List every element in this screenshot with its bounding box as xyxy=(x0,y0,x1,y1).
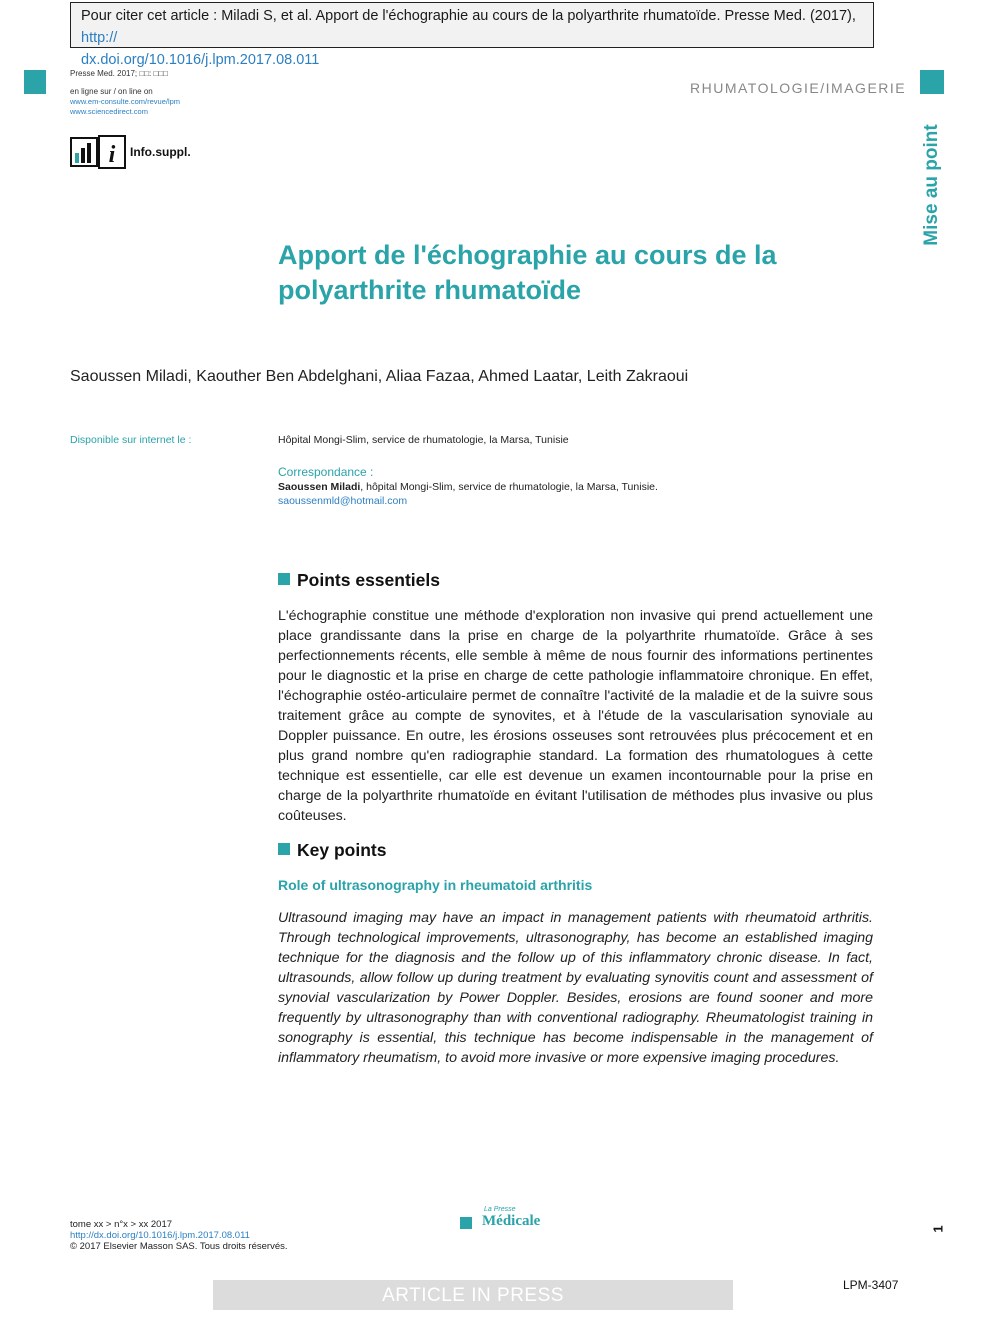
footer-meta xyxy=(70,1219,288,1252)
site-link-emc[interactable]: www.em-consulte.com/revue/lpm xyxy=(70,97,181,106)
article-title: Apport de l'échographie au cours de la polyarthrite rhumatoïde xyxy=(278,240,777,305)
svg-text:i: i xyxy=(108,142,116,168)
journal-logo xyxy=(460,1206,570,1234)
heading-square-icon xyxy=(278,843,290,855)
key-points-heading-text: Key points xyxy=(297,840,387,860)
points-essentiels-heading xyxy=(278,570,440,591)
category-label-text: Mise au point xyxy=(921,124,942,246)
corner-square-right xyxy=(920,70,944,94)
correspondence-address-text: , hôpital Mongi-Slim, service de rhumatologie, la Marsa, Tunisie. xyxy=(360,481,658,493)
footer-copyright: © 2017 Elsevier Masson SAS. Tous droits réservés. xyxy=(70,1241,288,1252)
points-essentiels-heading-text: Points essentiels xyxy=(297,570,440,590)
correspondence-email[interactable]: saoussenmld@hotmail.com xyxy=(278,495,408,507)
supplementary-info-label[interactable]: Info.suppl. xyxy=(130,145,191,159)
citation-doi-link-cont[interactable]: dx.doi.org/10.1016/j.lpm.2017.08.011 xyxy=(81,52,320,68)
supplementary-info-icon[interactable] xyxy=(70,135,126,169)
page-number xyxy=(926,1222,950,1236)
journal-issue: Presse Med. 2017; □□: □□□ xyxy=(70,69,168,78)
section-label: RHUMATOLOGIE/IMAGERIE xyxy=(690,80,907,96)
logo-small-text: La Presse xyxy=(484,1206,516,1213)
affiliation: Hôpital Mongi-Slim, service de rhumatologie, la Marsa, Tunisie xyxy=(278,434,569,446)
key-points-heading xyxy=(278,840,386,861)
correspondence-label: Correspondance : xyxy=(278,465,374,479)
footer-doi-link[interactable]: http://dx.doi.org/10.1016/j.lpm.2017.08.011 xyxy=(70,1230,250,1241)
heading-square-icon xyxy=(278,573,290,585)
footer-tome: tome xx > n°x > xx 2017 xyxy=(70,1219,173,1230)
correspondence-name: Saoussen Miladi xyxy=(278,481,361,493)
citation-text: Pour citer cet article : Miladi S, et al. Apport de l'échographie au cours de la polyarthrite rhumatoïde. Presse Med. (2017), xyxy=(81,8,856,24)
category-label xyxy=(906,120,958,250)
correspondence-address xyxy=(278,481,658,493)
logo-big-text: Médicale xyxy=(482,1213,541,1229)
online-label: en ligne sur / on line on xyxy=(70,87,153,96)
page-number-text: 1 xyxy=(930,1225,946,1233)
article-in-press-banner: ARTICLE IN PRESS xyxy=(213,1280,733,1310)
availability-label: Disponible sur internet le : xyxy=(70,434,192,446)
points-essentiels-text: L'échographie constitue une méthode d'exploration non invasive qui prend actuellement une place grandissante dans la prise en charge de la polyarthrite rhumatoïde. Grâce à ses perfectionnements récents, elle semble à même de nous fournir des informations pertinentes pour le diagnostic et la prise en charge de cette pathologie inflammatoire chronique. En effet, l'échographie ostéo-articulaire permet de connaître l'activité de la maladie et de la suivre sous traitement grâce au compte de synovites, et à l'étude de la vascularisation synoviale au Doppler puissance. En outre, les érosions osseuses sont retrouvées plus précocement et en plus grand nombre qu'en radiographie standard. La formation des rhumatologues à cette technique est essentielle, car elle est devenue un examen incontournable pour la prise en charge de la polyarthrite rhumatoïde en évitant l'utilisation de méthodes plus invasive ou plus coûteuses. xyxy=(278,608,873,824)
key-points-subtitle: Role of ultrasonography in rheumatoid arthritis xyxy=(278,877,593,893)
key-points-text: Ultrasound imaging may have an impact in management patients with rheumatoid arthritis. Through technological improvements, ultrasonography, has become an established imaging technique for the diagnosis and the follow up of this inflammatory chronic disease. In fact, ultrasounds, allow follow up during treatment by evaluating synovitis count and assessment of synovial vascularization by Power Doppler. Besides, erosions are found sooner and more frequently by ultrasonography than with conventional radiography. Rheumatologist training in sonography is essential, this technique has become indispensable in the management of inflammatory rheumatism, to avoid more invasive or more expensive imaging procedures. xyxy=(278,910,873,1066)
corner-square-left xyxy=(24,70,46,94)
journal-meta xyxy=(70,69,180,117)
citation-box xyxy=(70,2,874,68)
citation-doi-link[interactable]: http:// xyxy=(81,30,118,46)
author-list: Saoussen Miladi, Kaouther Ben Abdelghani, Aliaa Fazaa, Ahmed Laatar, Leith Zakraoui xyxy=(70,368,689,385)
logo-square-icon xyxy=(460,1217,472,1229)
article-code: LPM-3407 xyxy=(843,1278,899,1292)
site-link-sciencedirect[interactable]: www.sciencedirect.com xyxy=(70,107,148,116)
